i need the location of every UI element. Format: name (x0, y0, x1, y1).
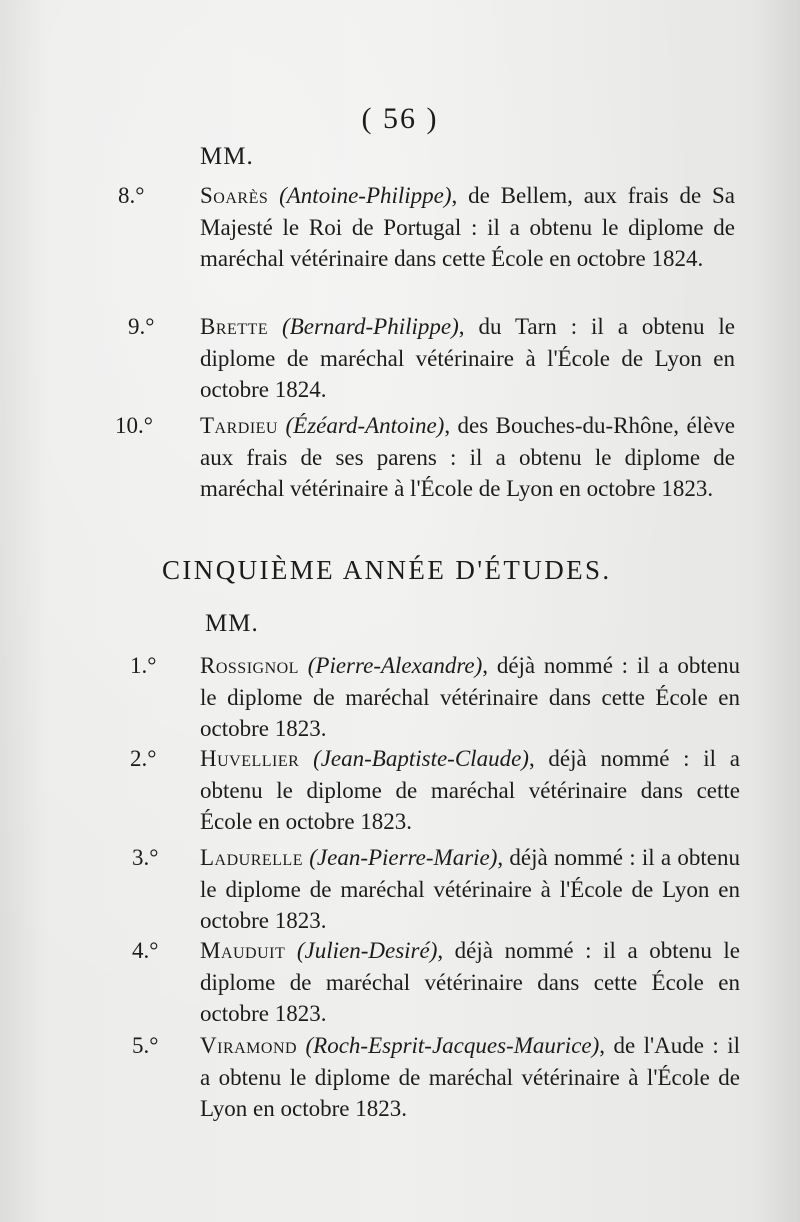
entry-1 (130, 650, 740, 745)
entry-surname: Brette (200, 314, 269, 339)
section-title: CINQUIÈME ANNÉE D'ÉTUDES. (162, 555, 612, 585)
entry-description: , déjà nommé : il a obtenu le diplome de maréchal vétérinaire à l'École de Lyon en octobre 1823. (200, 845, 740, 933)
entry-surname: Mauduit (200, 938, 286, 963)
entry-given-names: (Bernard-Philippe) (282, 314, 459, 339)
entry-text (200, 743, 740, 838)
entry-number: 8.° (118, 183, 145, 208)
entry-surname: Ladurelle (200, 845, 303, 870)
entry-8 (118, 180, 736, 275)
entry-text (200, 935, 740, 1030)
entry-4 (132, 935, 741, 1030)
entry-5 (132, 1030, 741, 1125)
entry-number: 1.° (130, 653, 157, 678)
entry-description: , des Bouches-du-Rhône, élève aux frais de ses parens : il a obtenu le diplome de maréchal vétérinaire à l'École de Lyon en octobre 1823. (200, 413, 735, 501)
entry-description: , déjà nommé : il a obtenu le diplome de maréchal vétérinaire dans cette École en octobre 1823. (200, 938, 741, 1026)
entry-description: , de Bellem, aux frais de Sa Majesté le Roi de Portugal : il a obtenu le diplome de maréchal vétérinaire dans cette École en octobre 1824. (200, 183, 736, 271)
entry-given-names: (Jean-Baptiste-Claude) (313, 746, 529, 771)
entry-number: 3.° (132, 845, 159, 870)
entry-text (200, 180, 735, 275)
entry-given-names: (Roch-Esprit-Jacques-Maurice) (305, 1033, 600, 1058)
entry-9 (128, 311, 735, 406)
mm-heading-1: MM. (200, 143, 254, 170)
entry-surname: Tardieu (200, 413, 278, 438)
entry-10 (115, 410, 735, 505)
entry-description: , déjà nommé : il a obtenu le diplome de maréchal vétérinaire dans cette École en octobre 1823. (200, 653, 740, 741)
entry-number: 4.° (132, 938, 159, 963)
entry-given-names: (Ézéard-Antoine) (285, 413, 445, 438)
entry-surname: Huvellier (200, 746, 300, 771)
entry-surname: Soarès (200, 183, 269, 208)
entry-number: 5.° (132, 1033, 159, 1058)
entry-given-names: (Julien-Desiré) (296, 938, 438, 963)
entry-description: , de l'Aude : il a obtenu le diplome de maréchal vétérinaire à l'École de Lyon en octobre 1823. (200, 1033, 741, 1121)
entry-text (200, 650, 740, 745)
page-number: ( 56 ) (361, 102, 439, 135)
entry-number: 2.° (130, 746, 157, 771)
entry-description: , du Tarn : il a obtenu le diplome de maréchal vétérinaire à l'École de Lyon en octobre 1824. (200, 314, 735, 402)
entry-number: 10.° (115, 413, 153, 438)
entry-text (200, 842, 740, 937)
entry-surname: Rossignol (200, 653, 299, 678)
entry-text (200, 410, 735, 505)
mm-heading-2: MM. (205, 610, 259, 637)
entry-description: , déjà nommé : il a obtenu le diplome de maréchal vétérinaire dans cette École en octobre 1823. (200, 746, 740, 834)
entry-given-names: (Jean-Pierre-Marie) (309, 845, 498, 870)
entry-text (200, 311, 735, 406)
entry-surname: Viramond (200, 1033, 298, 1058)
entry-2 (130, 743, 740, 838)
entry-3 (132, 842, 740, 937)
entry-text (200, 1030, 740, 1125)
entry-given-names: (Pierre-Alexandre) (307, 653, 483, 678)
entry-number: 9.° (128, 314, 155, 339)
entry-given-names: (Antoine-Philippe) (279, 183, 452, 208)
